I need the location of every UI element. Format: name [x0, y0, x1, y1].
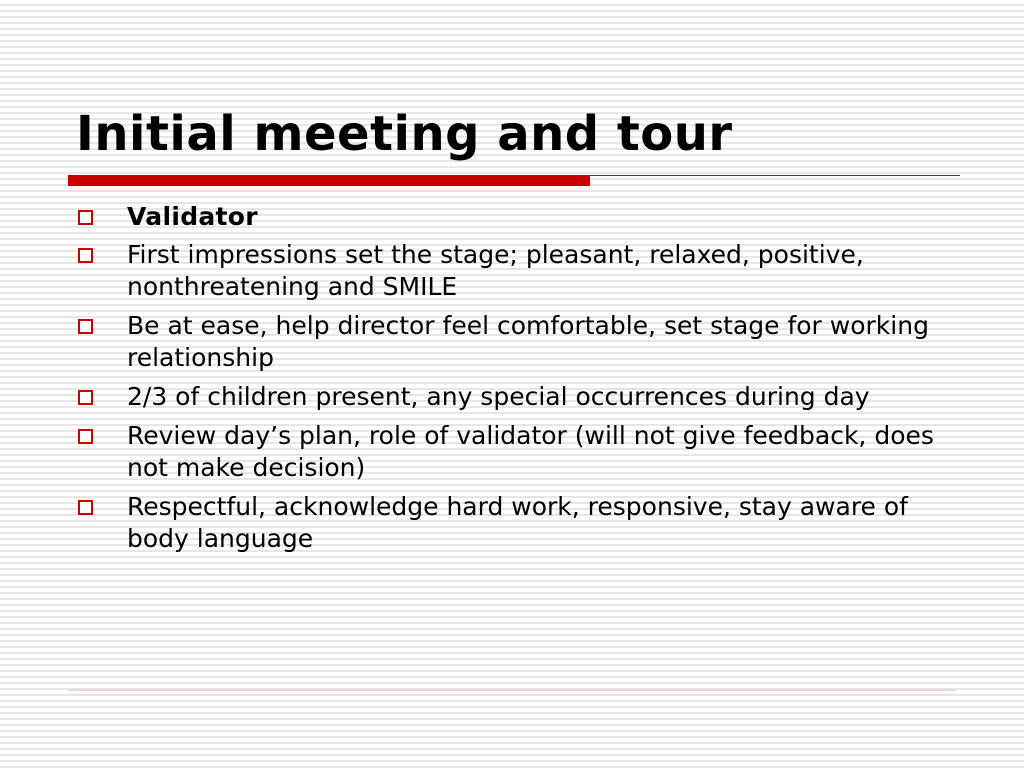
- bullet-item: [0, 491, 937, 555]
- title-underline-thick: [68, 175, 590, 186]
- bullet-item: [0, 239, 937, 303]
- hollow-square-icon: [78, 248, 93, 263]
- footer-divider: [68, 689, 956, 691]
- hollow-square-icon: [78, 429, 93, 444]
- bullet-item: [0, 201, 937, 233]
- hollow-square-icon: [78, 210, 93, 225]
- bullet-text: First impressions set the stage; pleasant, relaxed, positive, nonthreatening and SMILE: [127, 240, 864, 301]
- hollow-square-icon: [78, 390, 93, 405]
- bullet-item: [0, 420, 937, 484]
- title-underline-thin: [590, 175, 960, 176]
- bullet-item: [0, 310, 937, 374]
- bullet-text: 2/3 of children present, any special occurrences during day: [127, 382, 870, 411]
- hollow-square-icon: [78, 319, 93, 334]
- hollow-square-icon: [78, 500, 93, 515]
- bullet-text: Respectful, acknowledge hard work, responsive, stay aware of body language: [127, 492, 908, 553]
- bullet-text: Be at ease, help director feel comfortable, set stage for working relationship: [127, 311, 929, 372]
- bullet-item: [0, 381, 937, 413]
- bullet-text: Validator: [127, 202, 258, 231]
- bullet-list: [0, 201, 1024, 562]
- bullet-text: Review day’s plan, role of validator (will not give feedback, does not make decision): [127, 421, 934, 482]
- slide-title: Initial meeting and tour: [76, 106, 733, 162]
